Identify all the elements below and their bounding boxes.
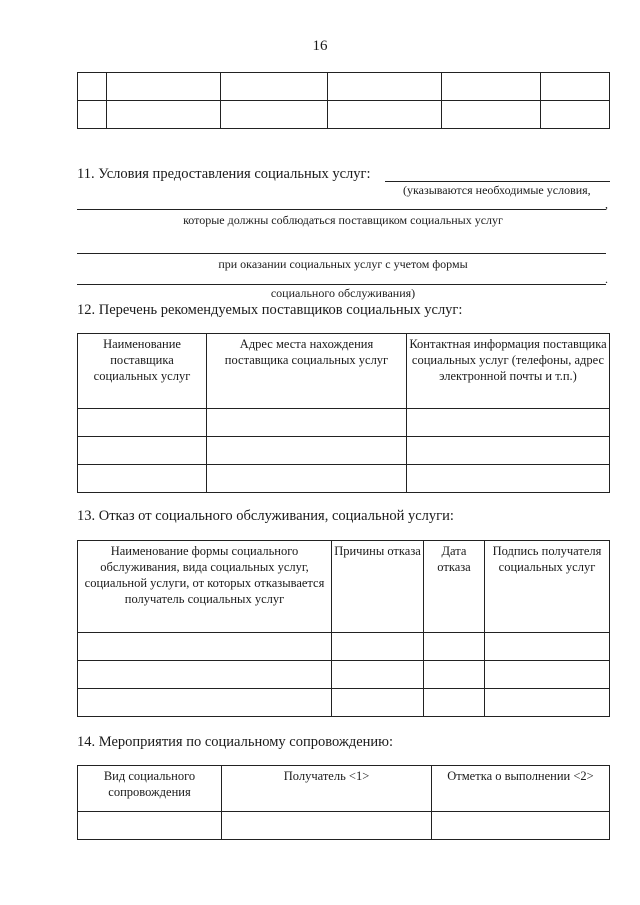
table-cell[interactable] [407, 409, 610, 437]
table-cell[interactable] [78, 812, 222, 840]
section-12-title: 12. Перечень рекомендуемых поставщиков социальных услуг: [77, 302, 463, 318]
table-cell[interactable] [407, 437, 610, 465]
table-cell[interactable] [78, 409, 207, 437]
header-row [78, 334, 610, 409]
table-cell[interactable] [207, 409, 407, 437]
table-cell[interactable] [78, 101, 107, 129]
column-header: Причины отказа [332, 541, 424, 633]
column-header: Адрес места нахождения поставщика социальных услуг [207, 334, 407, 409]
column-header: Дата отказа [424, 541, 485, 633]
section-11-note-1: (указываются необходимые условия, [403, 183, 591, 197]
column-header: Отметка о выполнении <2> [432, 766, 610, 812]
table-row [78, 101, 610, 129]
providers-table [77, 333, 610, 493]
table-cell[interactable] [78, 661, 332, 689]
section-11-title: 11. Условия предоставления социальных услуг: [77, 166, 371, 182]
table-cell[interactable] [107, 101, 221, 129]
page-number: 16 [312, 38, 328, 54]
table-cell[interactable] [328, 101, 442, 129]
support-table [77, 765, 610, 840]
table-cell[interactable] [485, 633, 610, 661]
table-cell[interactable] [78, 689, 332, 717]
table-cell[interactable] [78, 633, 332, 661]
table-row [78, 73, 610, 101]
table-cell[interactable] [442, 73, 541, 101]
table-cell[interactable] [78, 465, 207, 493]
table-cell[interactable] [332, 633, 424, 661]
column-header: Контактная информация поставщика социальных услуг (телефоны, адрес электронной почты и т.п.) [407, 334, 610, 409]
table-row [78, 812, 610, 840]
column-header: Наименование формы социального обслуживания, вида социальных услуг, социальной услуги, от которых отказывается получатель социальных услуг [78, 541, 332, 633]
table-cell[interactable] [221, 73, 328, 101]
fill-line[interactable] [77, 253, 606, 254]
table-cell[interactable] [332, 661, 424, 689]
comma: , [605, 197, 608, 211]
section-14-title: 14. Мероприятия по социальному сопровождению: [77, 734, 394, 750]
period: . [605, 272, 608, 286]
table-cell[interactable] [78, 437, 207, 465]
section-11-note-2: которые должны соблюдаться поставщиком социальных услуг [183, 213, 503, 227]
table-cell[interactable] [222, 812, 432, 840]
fill-line[interactable] [385, 181, 610, 182]
table-cell[interactable] [78, 73, 107, 101]
table-row [78, 409, 610, 437]
table-cell[interactable] [485, 661, 610, 689]
table-cell[interactable] [332, 689, 424, 717]
table-cell[interactable] [541, 73, 610, 101]
table-row [78, 437, 610, 465]
table-cell[interactable] [107, 73, 221, 101]
table-row [78, 661, 610, 689]
section-11-note-4: социального обслуживания) [270, 286, 416, 300]
fill-line[interactable] [77, 284, 606, 285]
fill-line[interactable] [77, 209, 606, 210]
table-cell[interactable] [207, 437, 407, 465]
table-cell[interactable] [424, 689, 485, 717]
section-11-note-3: при оказании социальных услуг с учетом формы [218, 257, 468, 271]
refusal-table [77, 540, 610, 717]
table-cell[interactable] [221, 101, 328, 129]
table-cell[interactable] [485, 689, 610, 717]
column-header: Наименование поставщика социальных услуг [78, 334, 207, 409]
column-header: Вид социального сопровождения [78, 766, 222, 812]
table-row [78, 689, 610, 717]
section-13-title: 13. Отказ от социального обслуживания, социальной услуги: [77, 508, 454, 524]
table-cell[interactable] [424, 661, 485, 689]
table-row [78, 633, 610, 661]
table-cell[interactable] [207, 465, 407, 493]
table-cell[interactable] [424, 633, 485, 661]
table-cell[interactable] [442, 101, 541, 129]
table-cell[interactable] [541, 101, 610, 129]
top-table [77, 72, 610, 129]
header-row [78, 766, 610, 812]
column-header: Подпись получателя социальных услуг [485, 541, 610, 633]
column-header: Получатель <1> [222, 766, 432, 812]
table-row [78, 465, 610, 493]
table-cell[interactable] [328, 73, 442, 101]
table-cell[interactable] [432, 812, 610, 840]
table-cell[interactable] [407, 465, 610, 493]
header-row [78, 541, 610, 633]
